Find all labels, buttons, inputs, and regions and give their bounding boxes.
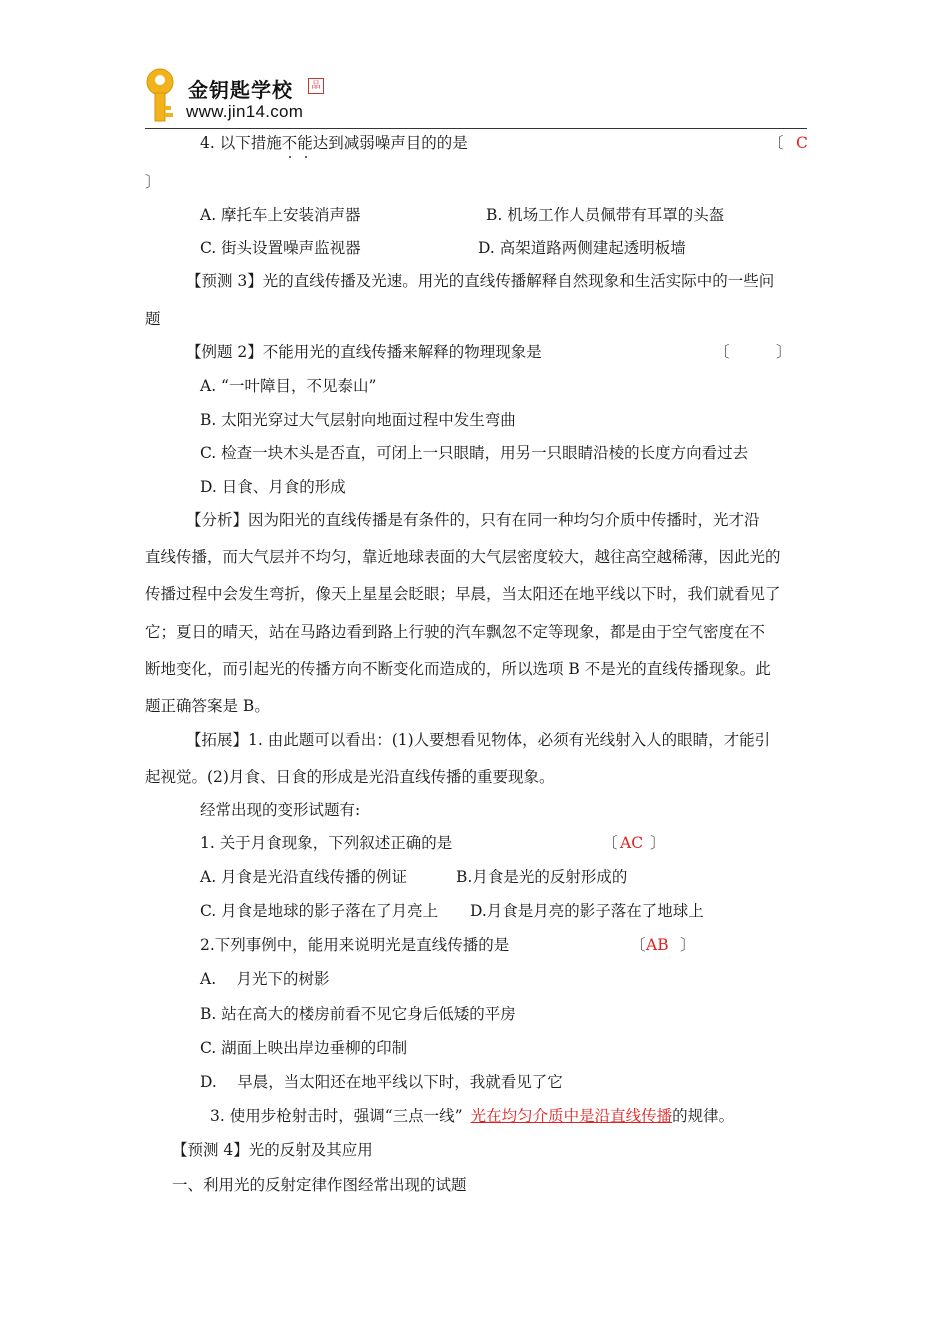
variants-title: 经常出现的变形试题有: bbox=[200, 801, 361, 819]
example2-option-c: C. 检查一块木头是否直，可闭上一只眼睛，用另一只眼睛沿棱的长度方向看过去 bbox=[200, 444, 749, 462]
extension-line-2: 起视觉。(2)月食、日食的形成是光沿直线传播的重要现象。 bbox=[145, 768, 555, 786]
brand-seal: 品 bbox=[308, 78, 324, 94]
q4-answer: C bbox=[796, 134, 808, 152]
variant1-answer: AC bbox=[620, 834, 644, 852]
variant2-option-a: A. 月光下的树影 bbox=[200, 970, 330, 988]
variant3-stem: 3. 使用步枪射击时，强调“三点一线” bbox=[210, 1107, 463, 1125]
q4-emph-2: 能 bbox=[297, 134, 313, 152]
variant3-tail: 的规律。 bbox=[672, 1107, 735, 1125]
key-icon bbox=[140, 68, 184, 126]
variant3-line bbox=[210, 1106, 734, 1126]
q4-option-d: D. 高架道路两侧建起透明板墙 bbox=[478, 239, 686, 257]
analysis-line-6: 题正确答案是 B。 bbox=[145, 697, 270, 715]
analysis-line-4: 它；夏日的晴天，站在马路边看到路上行驶的汽车飘忽不定等现象，都是由于空气密度在不 bbox=[145, 623, 766, 641]
variant1-paren-close: 〕 bbox=[650, 834, 666, 852]
predict4-title: 【预测 4】光的反射及其应用 bbox=[172, 1141, 373, 1159]
variant1-option-d: D.月食是月亮的影子落在了地球上 bbox=[470, 902, 704, 920]
example2-option-a: A. “一叶障目，不见泰山” bbox=[200, 377, 377, 395]
variant2-answer: AB bbox=[646, 936, 669, 954]
predict3-line-1: 【预测 3】光的直线传播及光速。用光的直线传播解释自然现象和生活实际中的一些问 bbox=[186, 272, 775, 290]
brand-url: www.jin14.com bbox=[186, 102, 304, 121]
variant1-paren-open: 〔 bbox=[602, 834, 618, 852]
header-logo bbox=[140, 68, 340, 128]
q4-stem: 4. 以下措施不能达到减弱噪声目的的是 bbox=[200, 134, 468, 152]
q4-paren-close: 〕 bbox=[145, 173, 161, 191]
extension-line-1: 【拓展】1. 由此题可以看出：(1)人要想看见物体，必须有光线射入人的眼睛，才能引 bbox=[186, 731, 771, 749]
variant2-paren-close: 〕 bbox=[680, 936, 696, 954]
example2-stem: 【例题 2】不能用光的直线传播来解释的物理现象是 bbox=[186, 343, 542, 361]
example2-option-b: B. 太阳光穿过大气层射向地面过程中发生弯曲 bbox=[200, 411, 516, 429]
variant2-paren-open: 〔 bbox=[630, 936, 646, 954]
variant2-option-b: B. 站在高大的楼房前看不见它身后低矮的平房 bbox=[200, 1005, 516, 1023]
predict3-line-2: 题 bbox=[145, 310, 161, 328]
example2-option-d: D. 日食、月食的形成 bbox=[200, 478, 346, 496]
variant1-option-a: A. 月食是光沿直线传播的例证 bbox=[200, 868, 408, 886]
variant1-stem: 1. 关于月食现象，下列叙述正确的是 bbox=[200, 834, 453, 852]
analysis-line-2: 直线传播，而大气层并不均匀，靠近地球表面的大气层密度较大，越往高空越稀薄，因此光的 bbox=[145, 548, 781, 566]
q4-option-a: A. 摩托车上安装消声器 bbox=[200, 206, 361, 224]
q4-option-c: C. 街头设置噪声监视器 bbox=[200, 239, 361, 257]
analysis-line-5: 断地变化，而引起光的传播方向不断变化而造成的，所以选项 B 不是光的直线传播现象。此 bbox=[145, 660, 771, 678]
q4-emph-1: 不 bbox=[281, 134, 298, 152]
q4-paren-open: 〔 bbox=[768, 134, 784, 152]
predict4-subtitle: 一、利用光的反射定律作图经常出现的试题 bbox=[172, 1176, 467, 1194]
brand-name: 金钥匙学校 bbox=[188, 78, 293, 102]
example2-paren: 〔 〕 bbox=[714, 343, 792, 361]
q4-option-b: B. 机场工作人员佩带有耳罩的头盔 bbox=[486, 206, 725, 224]
variant1-option-b: B.月食是光的反射形成的 bbox=[456, 868, 628, 886]
header-rule bbox=[145, 128, 807, 129]
variant2-stem: 2.下列事例中，能用来说明光是直线传播的是 bbox=[200, 936, 510, 954]
variant1-option-c: C. 月食是地球的影子落在了月亮上 bbox=[200, 902, 439, 920]
variant3-answer: 光在均匀介质中是沿直线传播 bbox=[470, 1107, 673, 1125]
analysis-line-3: 传播过程中会发生弯折，像天上星星会眨眼；早晨，当太阳还在地平线以下时，我们就看见了 bbox=[145, 585, 781, 603]
analysis-line-1: 【分析】因为阳光的直线传播是有条件的，只有在同一种均匀介质中传播时，光才沿 bbox=[186, 511, 760, 529]
variant2-option-d: D. 早晨，当太阳还在地平线以下时，我就看见了它 bbox=[200, 1073, 563, 1091]
variant2-option-c: C. 湖面上映出岸边垂柳的印制 bbox=[200, 1039, 408, 1057]
